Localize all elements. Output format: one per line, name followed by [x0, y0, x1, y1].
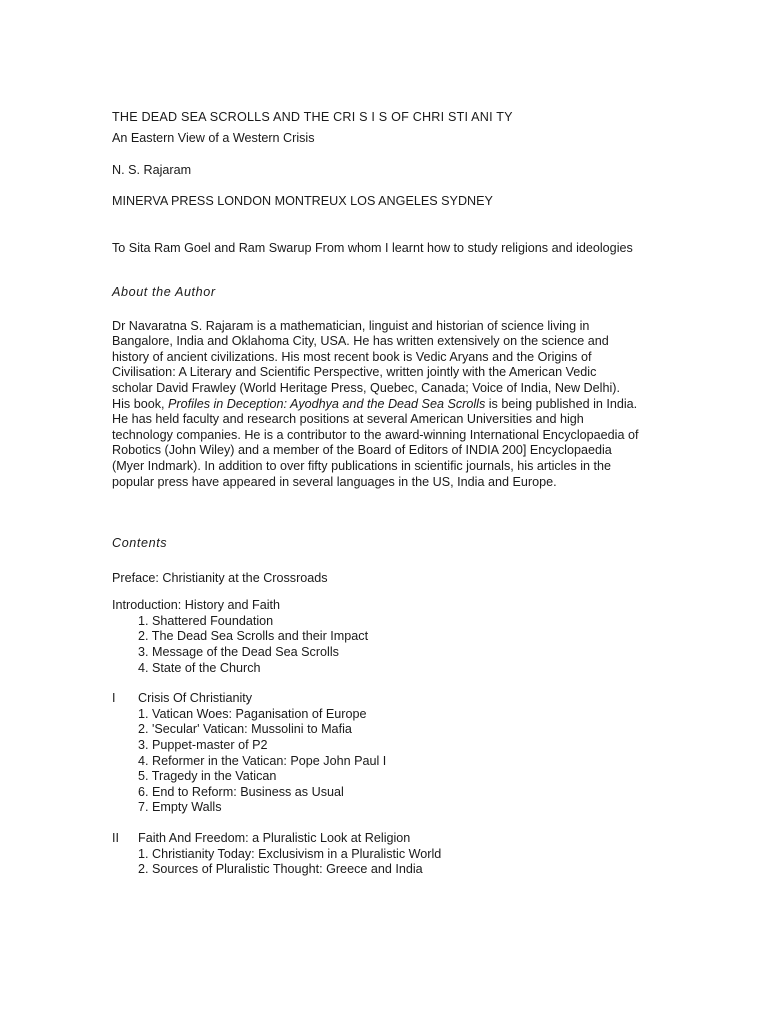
about-text-part-1: Dr Navaratna S. Rajaram is a mathematician, linguist and historian of science living in Bangalore, India and Oklahoma City, USA. He has written extensively on the science and history of ancient civilizations. His most recent book is Vedic Aryans and the Origins of Civilisation: A Literary and Scientific Perspective, written jointly with the American Vedic scholar David Frawley (World Heritage Press, Quebec, Canada; Voice of India, New Delhi). His book,: [112, 318, 620, 411]
part-1-item: 1. Vatican Woes: Paganisation of Europe: [138, 706, 367, 721]
dedication: To Sita Ram Goel and Ram Swarup From whom I learnt how to study religions and ideologies: [112, 241, 633, 256]
part-1-item: 2. 'Secular' Vatican: Mussolini to Mafia: [138, 722, 352, 737]
intro-item: 4. State of the Church: [138, 660, 261, 675]
part-1-title: Crisis Of Christianity: [138, 691, 253, 706]
part-1-item: 7. Empty Walls: [138, 800, 222, 815]
document-page: [112, 110, 652, 878]
part-2-number: II: [112, 831, 119, 845]
contents-heading: Contents: [112, 536, 168, 551]
part-1-item: 4. Reformer in the Vatican: Pope John Paul I: [138, 753, 387, 768]
author-name: N. S. Rajaram: [112, 163, 192, 178]
about-book-title: Profiles in Deception: Ayodhya and the Dead Sea Scrolls: [168, 396, 486, 411]
publisher-line: MINERVA PRESS LONDON MONTREUX LOS ANGELES SYDNEY: [112, 193, 493, 208]
part-1-item: 5. Tragedy in the Vatican: [138, 769, 277, 784]
contents-part-2: [112, 831, 652, 847]
part-1-item: 3. Puppet-master of P2: [138, 738, 268, 753]
part-1-item: 6. End to Reform: Business as Usual: [138, 784, 344, 799]
part-1-number: I: [112, 691, 116, 706]
part-2-title: Faith And Freedom: a Pluralistic Look at Religion: [138, 831, 411, 845]
contents-preface: Preface: Christianity at the Crossroads: [112, 570, 328, 585]
contents-introduction: Introduction: History and Faith: [112, 598, 280, 613]
about-text-part-2: is being published in India. He has held faculty and research positions at several American Universities and high technology companies. He is a contributor to the award-winning International Encyclopaedia of Robotics (John Wiley) and a member of the Board of Editors of INDIA 200] Encyclopaedia (Myer Indmark). In addition to over fifty publications in scientific journals, his articles in the popular press have appeared in several languages in the US, India and Europe.: [112, 396, 639, 489]
part-2-item: 2. Sources of Pluralistic Thought: Greece and India: [138, 862, 423, 877]
intro-item: 2. The Dead Sea Scrolls and their Impact: [138, 629, 369, 644]
about-author-paragraph: [112, 319, 640, 491]
part-2-item: 1. Christianity Today: Exclusivism in a Pluralistic World: [138, 846, 442, 861]
book-subtitle: An Eastern View of a Western Crisis: [112, 130, 315, 145]
intro-item: 1. Shattered Foundation: [138, 613, 274, 628]
contents-part-1: [112, 691, 652, 707]
book-title: THE DEAD SEA SCROLLS AND THE CRI S I S OF CHRI STI ANI TY: [112, 110, 513, 124]
intro-item: 3. Message of the Dead Sea Scrolls: [138, 645, 339, 660]
about-author-heading: About the Author: [112, 284, 216, 299]
